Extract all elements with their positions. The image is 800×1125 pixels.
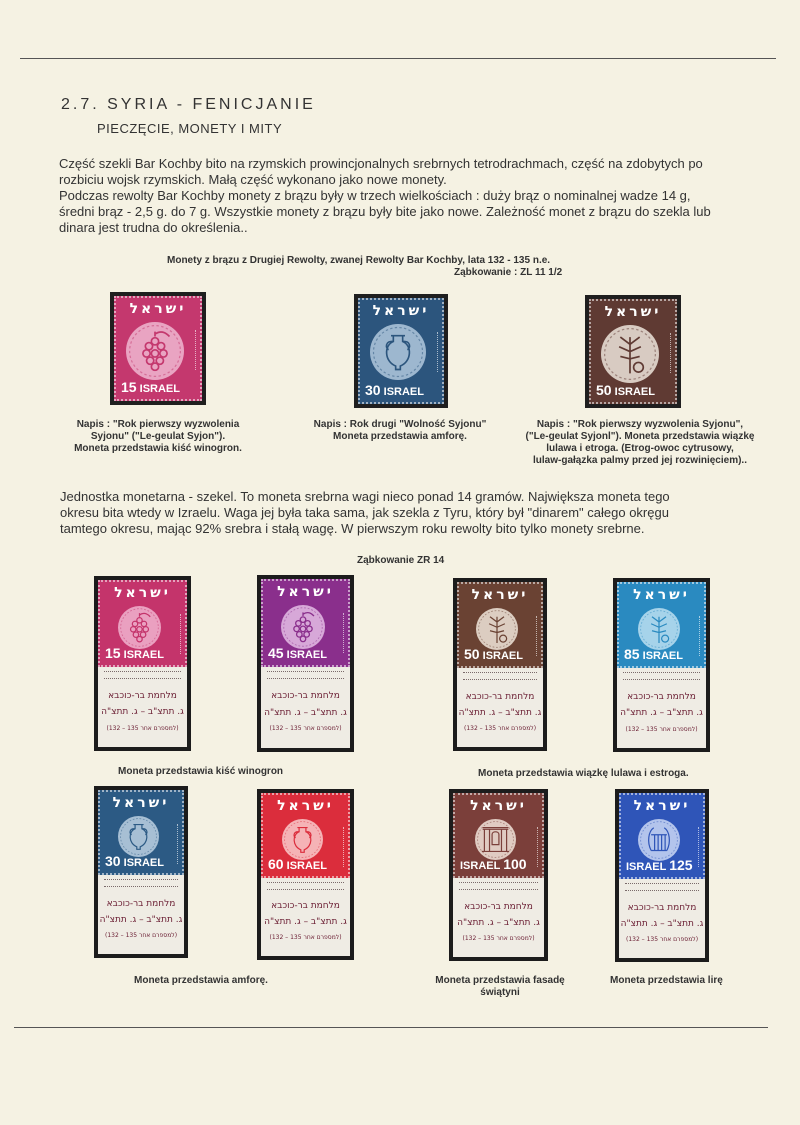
stamp-denomination bbox=[460, 856, 527, 872]
stamp-face bbox=[619, 793, 705, 879]
set2-caption-grapes: Moneta przedstawia kiść winogron bbox=[118, 766, 284, 777]
coin-illustration bbox=[118, 606, 161, 649]
coin-illustration bbox=[118, 816, 159, 857]
coin-motif-icon bbox=[281, 605, 325, 649]
tab-inscription-line: ג. תתצ"ב – ג. תתצ"ה bbox=[264, 917, 347, 927]
stamp-header-inscription: ישראל bbox=[277, 798, 334, 814]
set1-caption-amphora bbox=[300, 419, 500, 443]
stamp-country: ISRAEL bbox=[479, 650, 523, 662]
set1-title: Monety z brązu z Drugiej Rewolty, zwanej Rewolty Bar Kochby, lata 132 - 135 n.e. bbox=[167, 255, 551, 266]
stamp-side-inscription bbox=[187, 330, 196, 370]
stamp-country: ISRAEL bbox=[120, 857, 164, 869]
stamp-side-inscription bbox=[691, 616, 700, 656]
stamp-country: ISRAEL bbox=[639, 650, 683, 662]
middle-line: tamtego okresu, mając 92% srebra i stałą wagę. W pierwszym roku rewolty bito tylko monety srebrne. bbox=[60, 521, 645, 536]
tab-perforation-line bbox=[625, 890, 699, 891]
middle-line: Jednostka monetarna - szekel. To moneta srebrna wagi nieco ponad 14 gramów. Największa moneta tego bbox=[60, 489, 670, 504]
middle-line: okresu bita wtedy w Izraelu. Waga jej była taka sama, jak szekla z Tyru, który był "dinarem" całego okręgu bbox=[60, 505, 669, 520]
stamp-country: ISRAEL bbox=[380, 386, 424, 398]
intro-line: Część szekli Bar Kochby bito na rzymskich prowincjonalnych srebrnych tetrodrachmach, część na zdobytych po bbox=[59, 156, 703, 171]
coin-illustration bbox=[476, 608, 518, 650]
coin-illustration bbox=[126, 322, 184, 380]
caption-line: Napis : "Rok pierwszy wyzwolenia bbox=[76, 419, 240, 430]
stamp-header-inscription: ישראל bbox=[112, 795, 170, 811]
stamp-denomination bbox=[105, 645, 164, 661]
stamp bbox=[94, 576, 191, 751]
stamp-country: ISRAEL bbox=[120, 649, 164, 661]
tab-inscription-line: ג. תתצ"ב – ג. תתצ"ה bbox=[458, 708, 542, 718]
tab-inscription-line: ג. תתצ"ב – ג. תתצ"ה bbox=[620, 919, 704, 929]
set1-caption-lulav bbox=[505, 419, 775, 467]
tab-inscription-line: ג. תתצ"ב – ג. תתצ"ה bbox=[264, 708, 347, 718]
coin-motif-icon bbox=[475, 819, 516, 860]
stamp-header-inscription: ישראל bbox=[604, 304, 662, 320]
tab-perforation-line bbox=[104, 671, 181, 672]
stamp-tab bbox=[98, 875, 184, 954]
coin-motif-icon bbox=[282, 819, 323, 860]
caption-line: Moneta przedstawia amforę. bbox=[333, 431, 467, 442]
stamp-denomination bbox=[268, 856, 327, 872]
stamp-face bbox=[457, 582, 543, 668]
coin-motif-icon bbox=[638, 608, 680, 650]
stamp-side-inscription bbox=[529, 827, 538, 867]
caption-line: lulaw-gałązka palmy przed jej rozwinięciem).. bbox=[533, 455, 747, 466]
tab-inscription-line: (למספרם אחר 135 – 132) bbox=[106, 725, 179, 732]
top-rule bbox=[20, 58, 776, 59]
stamp-value: 50 bbox=[464, 646, 480, 662]
stamp-tab bbox=[453, 878, 544, 957]
set1-caption-grapes bbox=[52, 419, 264, 455]
tab-perforation-line bbox=[104, 678, 181, 679]
set2-caption-temple bbox=[425, 975, 575, 999]
stamp bbox=[585, 295, 681, 408]
tab-perforation-line bbox=[463, 672, 537, 673]
stamp-header-inscription: ישראל bbox=[471, 587, 529, 603]
tab-inscription-line: ג. תתצ"ב – ג. תתצ"ה bbox=[99, 915, 183, 925]
stamp-country: ISRAEL bbox=[626, 861, 670, 873]
tab-perforation-line bbox=[459, 882, 538, 883]
stamp-value: 50 bbox=[596, 382, 612, 398]
coin-motif-icon bbox=[601, 325, 659, 383]
bottom-rule bbox=[14, 1027, 768, 1028]
stamp-value: 60 bbox=[268, 856, 284, 872]
coin-illustration bbox=[638, 819, 680, 861]
stamp-face bbox=[453, 793, 544, 878]
tab-perforation-line bbox=[104, 879, 178, 880]
stamp-denomination bbox=[464, 646, 523, 662]
stamp-tab bbox=[261, 878, 350, 956]
tab-inscription-line: מלחמת בר-כוכבא bbox=[464, 902, 533, 912]
stamp bbox=[449, 789, 548, 961]
tab-inscription-line: (למספרם אחר 135 – 132) bbox=[625, 936, 699, 943]
stamp-country: ISRAEL bbox=[283, 649, 327, 661]
intro-line: rozbiciu wojsk rzymskich. Małą część wykonano jako nowe monety. bbox=[59, 172, 447, 187]
stamp-value: 100 bbox=[503, 856, 527, 872]
tab-inscription-line: מלחמת בר-כוכבא bbox=[465, 692, 535, 702]
stamp-denomination bbox=[365, 382, 424, 398]
tab-inscription-line: מלחמת בר-כוכבא bbox=[627, 903, 697, 913]
caption-line: Napis : "Rok pierwszy wyzwolenia Syjonu", bbox=[536, 419, 744, 430]
caption-line: lulawa i etroga. (Etrog-owoc cytrusowy, bbox=[546, 443, 734, 454]
section-subheading: PIECZĘCIE, MONETY I MITY bbox=[97, 121, 283, 136]
stamp-header-inscription: ישראל bbox=[129, 301, 187, 317]
coin-illustration bbox=[282, 819, 323, 860]
intro-line: średni brąz - 2,5 g. do 7 g. Wszystkie monety z brązu były bite jako nowe. Zależność monet z brązu do szekla lub bbox=[59, 204, 711, 219]
tab-inscription-line: מלחמת בר-כוכבא bbox=[271, 691, 340, 701]
stamp-denomination bbox=[121, 379, 180, 395]
stamp-tab bbox=[261, 667, 350, 748]
coin-illustration bbox=[601, 325, 659, 383]
coin-motif-icon bbox=[476, 608, 518, 650]
stamp bbox=[453, 578, 547, 751]
set2-perforation: Ząbkowanie ZR 14 bbox=[357, 555, 445, 566]
stamp-value: 45 bbox=[268, 645, 284, 661]
stamp-side-inscription bbox=[335, 613, 344, 653]
stamp-face bbox=[98, 580, 187, 667]
stamp-face bbox=[98, 790, 184, 875]
stamp-header-inscription: ישראל bbox=[372, 303, 430, 319]
stamp bbox=[613, 578, 710, 752]
stamp-denomination bbox=[626, 857, 693, 873]
tab-perforation-line bbox=[623, 679, 700, 680]
stamp bbox=[615, 789, 709, 962]
stamp-denomination bbox=[105, 853, 164, 869]
stamp-country: ISRAEL bbox=[611, 386, 655, 398]
tab-inscription-line: מלחמת בר-כוכבא bbox=[106, 899, 176, 909]
stamp-face bbox=[589, 299, 677, 404]
tab-inscription-line: (למספרם אחר 135 – 132) bbox=[269, 934, 342, 941]
tab-inscription-line: ג. תתצ"ב – ג. תתצ"ה bbox=[457, 918, 540, 928]
stamp-side-inscription bbox=[528, 616, 537, 656]
tab-perforation-line bbox=[463, 679, 537, 680]
set2-caption-lulav: Moneta przedstawia wiązkę lulawa i estroga. bbox=[478, 768, 689, 779]
stamp-side-inscription bbox=[169, 824, 178, 864]
tab-inscription-line: מלחמת בר-כוכבא bbox=[271, 901, 340, 911]
tab-perforation-line bbox=[267, 889, 344, 890]
set2-caption-lyre: Moneta przedstawia lirę bbox=[610, 975, 723, 986]
stamp-face bbox=[261, 579, 350, 667]
tab-perforation-line bbox=[267, 882, 344, 883]
stamp-value: 85 bbox=[624, 646, 640, 662]
coin-illustration bbox=[281, 605, 325, 649]
tab-perforation-line bbox=[623, 672, 700, 673]
tab-perforation-line bbox=[459, 889, 538, 890]
coin-motif-icon bbox=[118, 606, 161, 649]
coin-illustration bbox=[638, 608, 680, 650]
stamp bbox=[257, 789, 354, 960]
stamp-face bbox=[261, 793, 350, 878]
tab-inscription-line: (למספרם אחר 135 – 132) bbox=[463, 725, 537, 732]
stamp-face bbox=[114, 296, 202, 401]
tab-perforation-line bbox=[267, 671, 344, 672]
stamp-denomination bbox=[624, 646, 683, 662]
stamp-face bbox=[617, 582, 706, 668]
stamp-value: 30 bbox=[105, 853, 121, 869]
middle-paragraph bbox=[60, 489, 770, 537]
tab-inscription-line: ג. תתצ"ב – ג. תתצ"ה bbox=[620, 708, 703, 718]
stamp bbox=[110, 292, 206, 405]
stamp-header-inscription: ישראל bbox=[633, 587, 690, 603]
stamp-tab bbox=[457, 668, 543, 747]
tab-inscription-line: (למספרם אחר 135 – 132) bbox=[625, 726, 698, 733]
stamp-tab bbox=[98, 667, 187, 747]
caption-line: ("Le-geulat Syjonl"). Moneta przedstawia wiązkę bbox=[525, 431, 755, 442]
stamp bbox=[94, 786, 188, 958]
coin-motif-icon bbox=[126, 322, 184, 380]
stamp-tab bbox=[617, 668, 706, 748]
stamp-header-inscription: ישראל bbox=[633, 798, 691, 814]
caption-line: Moneta przedstawia fasadę bbox=[435, 975, 565, 986]
coin-motif-icon bbox=[370, 324, 426, 380]
tab-perforation-line bbox=[625, 883, 699, 884]
tab-inscription-line: מלחמת בר-כוכבא bbox=[627, 692, 696, 702]
coin-illustration bbox=[370, 324, 426, 380]
tab-inscription-line: ג. תתצ"ב – ג. תתצ"ה bbox=[101, 707, 184, 717]
stamp-country: ISRAEL bbox=[136, 383, 180, 395]
stamp-value: 15 bbox=[105, 645, 121, 661]
stamp bbox=[354, 294, 448, 408]
caption-line: Moneta przedstawia kiść winogron. bbox=[74, 443, 242, 454]
stamp-side-inscription bbox=[429, 332, 438, 372]
stamp-denomination bbox=[268, 645, 327, 661]
stamp-value: 125 bbox=[669, 857, 693, 873]
stamp-denomination bbox=[596, 382, 655, 398]
stamp-side-inscription bbox=[172, 614, 181, 654]
stamp-tab bbox=[619, 879, 705, 958]
stamp bbox=[257, 575, 354, 752]
coin-motif-icon bbox=[118, 816, 159, 857]
stamp-side-inscription bbox=[662, 333, 671, 373]
coin-illustration bbox=[475, 819, 516, 860]
caption-line: Syjonu" ("Le-geulat Syjon"). bbox=[90, 431, 226, 442]
intro-paragraph bbox=[59, 156, 759, 236]
stamp-header-inscription: ישראל bbox=[470, 798, 527, 814]
tab-inscription-line: (למספרם אחר 135 – 132) bbox=[104, 932, 178, 939]
stamp-country: ISRAEL bbox=[460, 860, 504, 872]
coin-motif-icon bbox=[638, 819, 680, 861]
intro-line: dinara jest trudna do określenia.. bbox=[59, 220, 248, 235]
stamp-country: ISRAEL bbox=[283, 860, 327, 872]
stamp-side-inscription bbox=[335, 827, 344, 867]
intro-line: Podczas rewolty Bar Kochby monety z brązu były w trzech wielkościach : duży brąz o nominalnej wadze 14 g, bbox=[59, 188, 691, 203]
caption-line: świątyni bbox=[480, 987, 520, 998]
stamp-header-inscription: ישראל bbox=[114, 585, 171, 601]
stamp-value: 30 bbox=[365, 382, 381, 398]
set2-caption-amphora: Moneta przedstawia amforę. bbox=[134, 975, 268, 986]
stamp-header-inscription: ישראל bbox=[277, 584, 334, 600]
tab-inscription-line: (למספרם אחר 135 – 132) bbox=[462, 935, 535, 942]
tab-inscription-line: (למספרם אחר 135 – 132) bbox=[269, 725, 342, 732]
tab-perforation-line bbox=[267, 678, 344, 679]
stamp-value: 15 bbox=[121, 379, 137, 395]
tab-perforation-line bbox=[104, 886, 178, 887]
stamp-face bbox=[358, 298, 444, 404]
section-heading: 2.7. SYRIA - FENICJANIE bbox=[61, 96, 316, 113]
set1-perforation: Ząbkowanie : ZL 11 1/2 bbox=[454, 267, 563, 278]
tab-inscription-line: מלחמת בר-כוכבא bbox=[108, 691, 177, 701]
caption-line: Napis : Rok drugi "Wolność Syjonu" bbox=[313, 419, 487, 430]
